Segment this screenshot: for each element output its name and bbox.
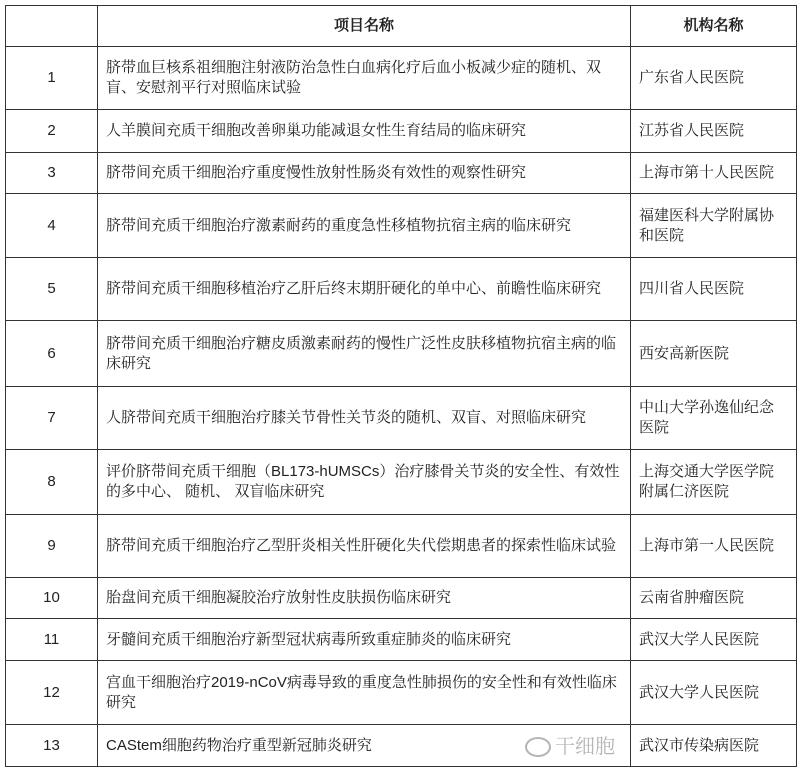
row-number: 3 [6, 153, 98, 194]
institution-name: 福建医科大学附属协和医院 [631, 194, 797, 258]
project-name: CAStem细胞药物治疗重型新冠肺炎研究 [98, 725, 631, 767]
institution-name: 武汉市传染病医院 [631, 725, 797, 767]
watermark [525, 735, 615, 759]
watermark-text: 干细胞 [555, 736, 615, 758]
table-row [6, 515, 797, 578]
table-row [6, 321, 797, 387]
row-number: 9 [6, 515, 98, 578]
institution-name: 中山大学孙逸仙纪念医院 [631, 387, 797, 450]
table-row [6, 194, 797, 258]
header-project: 项目名称 [98, 6, 631, 47]
row-number: 2 [6, 110, 98, 153]
table-row [6, 661, 797, 725]
wechat-icon [525, 737, 551, 757]
table-row [6, 258, 797, 321]
table-row [6, 387, 797, 450]
table-row [6, 450, 797, 515]
header-row [6, 6, 797, 47]
trials-table [5, 5, 797, 767]
project-name: 脐带血巨核系祖细胞注射液防治急性白血病化疗后血小板减少症的随机、双盲、安慰剂平行对照临床试验 [98, 47, 631, 110]
institution-name: 上海市第一人民医院 [631, 515, 797, 578]
project-name: 人羊膜间充质干细胞改善卵巢功能减退女性生育结局的临床研究 [98, 110, 631, 153]
institution-name: 四川省人民医院 [631, 258, 797, 321]
institution-name: 云南省肿瘤医院 [631, 578, 797, 619]
row-number: 5 [6, 258, 98, 321]
project-name: 胎盘间充质干细胞凝胶治疗放射性皮肤损伤临床研究 [98, 578, 631, 619]
institution-name: 广东省人民医院 [631, 47, 797, 110]
table-row [6, 725, 797, 767]
project-name: 脐带间充质干细胞移植治疗乙肝后终末期肝硬化的单中心、前瞻性临床研究 [98, 258, 631, 321]
institution-name: 武汉大学人民医院 [631, 661, 797, 725]
header-number [6, 6, 98, 47]
row-number: 10 [6, 578, 98, 619]
institution-name: 武汉大学人民医院 [631, 619, 797, 661]
project-name: 牙髓间充质干细胞治疗新型冠状病毒所致重症肺炎的临床研究 [98, 619, 631, 661]
row-number: 1 [6, 47, 98, 110]
row-number: 8 [6, 450, 98, 515]
table-row [6, 110, 797, 153]
table-row [6, 619, 797, 661]
institution-name: 上海交通大学医学院附属仁济医院 [631, 450, 797, 515]
institution-name: 上海市第十人民医院 [631, 153, 797, 194]
institution-name: 西安高新医院 [631, 321, 797, 387]
row-number: 7 [6, 387, 98, 450]
project-name: 脐带间充质干细胞治疗糖皮质激素耐药的慢性广泛性皮肤移植物抗宿主病的临床研究 [98, 321, 631, 387]
table-row [6, 47, 797, 110]
project-name: 脐带间充质干细胞治疗乙型肝炎相关性肝硬化失代偿期患者的探索性临床试验 [98, 515, 631, 578]
project-name: 评价脐带间充质干细胞（BL173-hUMSCs）治疗膝骨关节炎的安全性、有效性的多中心、 随机、 双盲临床研究 [98, 450, 631, 515]
institution-name: 江苏省人民医院 [631, 110, 797, 153]
row-number: 12 [6, 661, 98, 725]
project-name: 脐带间充质干细胞治疗重度慢性放射性肠炎有效性的观察性研究 [98, 153, 631, 194]
header-institution: 机构名称 [631, 6, 797, 47]
table-row [6, 153, 797, 194]
project-name: 人脐带间充质干细胞治疗膝关节骨性关节炎的随机、双盲、对照临床研究 [98, 387, 631, 450]
row-number: 6 [6, 321, 98, 387]
row-number: 11 [6, 619, 98, 661]
project-name: 脐带间充质干细胞治疗激素耐药的重度急性移植物抗宿主病的临床研究 [98, 194, 631, 258]
table-row [6, 578, 797, 619]
row-number: 13 [6, 725, 98, 767]
project-name: 宫血干细胞治疗2019-nCoV病毒导致的重度急性肺损伤的安全性和有效性临床研究 [98, 661, 631, 725]
row-number: 4 [6, 194, 98, 258]
